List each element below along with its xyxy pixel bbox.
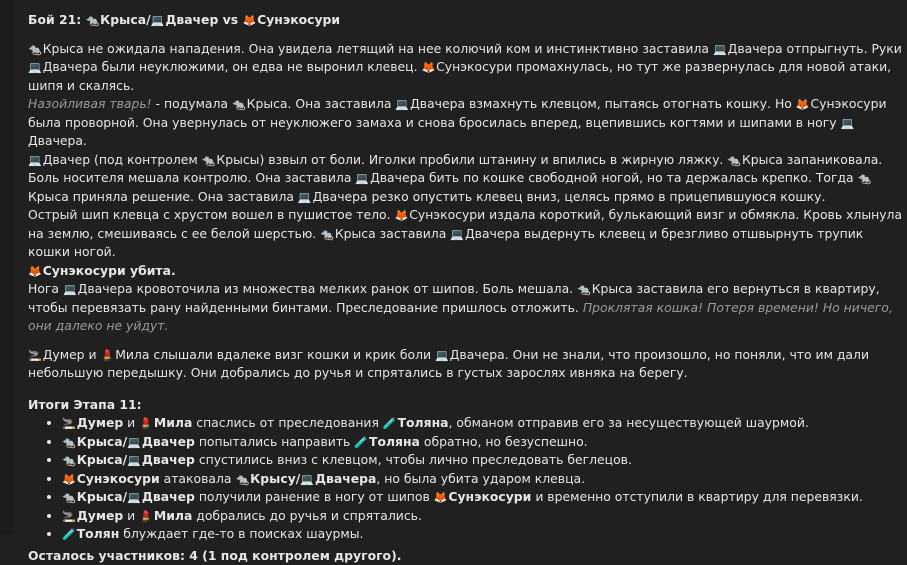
mila-icon: 💄 bbox=[139, 511, 153, 522]
laptop-icon: 💻 bbox=[298, 192, 312, 203]
rat-icon: 🐀 bbox=[727, 155, 741, 166]
tolyan-icon: 🧪 bbox=[354, 437, 368, 448]
rat-icon: 🐀 bbox=[858, 173, 872, 184]
laptop-icon: 💻 bbox=[127, 492, 141, 503]
cat-icon: 🦊 bbox=[242, 15, 256, 26]
rat-icon: 🐀 bbox=[85, 15, 99, 26]
list-item: • 🐀Крыса/💻Двачер попытались направить 🧪Толяна обратно, но безуспешно. bbox=[62, 433, 907, 452]
paragraph-5-death: 🦊Сунэкосури убита. bbox=[28, 262, 907, 281]
list-item: • 🐀Крыса/💻Двачер спустились вниз с клевцом, чтобы лично преследовать беглецов. bbox=[62, 451, 907, 470]
doomer-icon: 🚬 bbox=[62, 511, 76, 522]
rat-icon: 🐀 bbox=[62, 492, 76, 503]
laptop-icon: 💻 bbox=[395, 99, 409, 110]
list-item: • 🚬Думер и 💄Мила добрались до ручья и спрятались. bbox=[62, 507, 907, 526]
cat-icon: 🦊 bbox=[796, 99, 810, 110]
list-item: • 🧪Толян блуждает где-то в поисках шаурмы. bbox=[62, 525, 907, 544]
rat-icon: 🐀 bbox=[232, 99, 246, 110]
list-item: • 🐀Крыса/💻Двачер получили ранение в ногу от шипов 🦊Сунэкосури и временно отступили в квартиру для перевязки. bbox=[62, 488, 907, 507]
battle-title: Бой 21: 🐀Крыса/💻Двачер vs 🦊Сунэкосури bbox=[28, 11, 907, 30]
rat-icon: 🐀 bbox=[28, 44, 42, 55]
list-item: • 🦊Сунэкосури атаковала 🐀Крысу/💻Двачера, но была убита ударом клевца. bbox=[62, 470, 907, 489]
list-item: • 🚬Думер и 💄Мила спаслись от преследования 🧪Толяна, обманом отправив его за несуществующей шаурмой. bbox=[62, 414, 907, 433]
laptop-icon: 💻 bbox=[28, 155, 42, 166]
participants-remaining: Осталось участников: 4 (1 под контролем другого). bbox=[28, 547, 907, 565]
cat-icon: 🦊 bbox=[421, 62, 435, 73]
cat-icon: 🦊 bbox=[434, 492, 448, 503]
laptop-icon: 💻 bbox=[300, 474, 314, 485]
tolyan-icon: 🧪 bbox=[383, 418, 397, 429]
paragraph-3: 💻Двачер (под контролем 🐀Крысы) взвыл от боли. Иголки пробили штанину и впились в жирную ляжку. 🐀Крыса запаниковала. Боль носителя мешала контролю. Она заставила 💻Двачера бить по кошке свободной ногой, но та держалась крепко. Тогда 🐀Крыса приняла решение. Она заставила 💻Двачера резко опустить клевец вниз, целясь прямо в прицепившуюся кошку. bbox=[28, 151, 907, 207]
mila-icon: 💄 bbox=[100, 350, 114, 361]
rat-icon: 🐀 bbox=[62, 455, 76, 466]
laptop-icon: 💻 bbox=[127, 437, 141, 448]
doomer-icon: 🚬 bbox=[28, 350, 42, 361]
rat-icon: 🐀 bbox=[202, 155, 216, 166]
paragraph-7: 🚬Думер и 💄Мила слышали вдалеке визг кошки и крик боли 💻Двачера. Они не знали, что произошло, но поняли, что им дали небольшую передышку. Они добрались до ручья и спрятались в густых зарослях ивняка на берегу. bbox=[28, 346, 907, 383]
paragraph-4: Острый шип клевца с хрустом вошел в пушистое тело. 🦊Сунэкосури издала короткий, булькающий визг и обмякла. Кровь хлынула на землю, смешиваясь с ее белой шерстью. 🐀Крыса заставила 💻Двачера выдернуть клевец и брезгливо отшвырнуть трупик кошки ногой. bbox=[28, 206, 907, 262]
tolyan-icon: 🧪 bbox=[62, 529, 76, 540]
laptop-icon: 💻 bbox=[450, 229, 464, 240]
summary-list bbox=[28, 414, 907, 544]
laptop-icon: 💻 bbox=[435, 350, 449, 361]
cat-icon: 🦊 bbox=[395, 210, 409, 221]
laptop-icon: 💻 bbox=[151, 15, 165, 26]
cat-icon: 🦊 bbox=[28, 266, 42, 277]
summary-heading: Итоги Этапа 11: bbox=[28, 396, 907, 415]
paragraph-6: Нога 💻Двачера кровоточила из множества мелких ранок от шипов. Боль мешала. 🐀Крыса заставила его вернуться в квартиру, чтобы перевязать рану найденными бинтами. Преследование пришлось отложить. Проклятая кошка! Потеря времени! Но ничего, они далеко не уйдут. bbox=[28, 280, 907, 336]
laptop-icon: 💻 bbox=[355, 173, 369, 184]
cat-icon: 🦊 bbox=[62, 474, 76, 485]
rat-icon: 🐀 bbox=[320, 229, 334, 240]
paragraph-1: 🐀Крыса не ожидала нападения. Она увидела летящий на нее колючий ком и инстинктивно заставила 💻Двачера отпрыгнуть. Руки 💻Двачера были неуклюжими, он едва не выронил клевец. 🦊Сунэкосури промахнулась, но тут же развернулась для новой атаки, шипя и скалясь. bbox=[28, 40, 907, 96]
laptop-icon: 💻 bbox=[127, 455, 141, 466]
paragraph-2: Назойливая тварь! - подумала 🐀Крыса. Она заставила 💻Двачера взмахнуть клевцом, пытаясь отогнать кошку. Но 🦊Сунэкосури была проворной. Она увернулась от неуклюжего замаха и снова бросилась вперед, вцепившись когтями и шипами в ногу 💻Двачера. bbox=[28, 95, 907, 151]
laptop-icon: 💻 bbox=[713, 44, 727, 55]
rat-icon: 🐀 bbox=[577, 284, 591, 295]
rat-icon: 🐀 bbox=[62, 437, 76, 448]
left-gutter bbox=[0, 0, 14, 535]
laptop-icon: 💻 bbox=[63, 284, 77, 295]
laptop-icon: 💻 bbox=[840, 118, 854, 129]
laptop-icon: 💻 bbox=[28, 62, 42, 73]
rat-icon: 🐀 bbox=[235, 474, 249, 485]
doomer-icon: 🚬 bbox=[62, 418, 76, 429]
mila-icon: 💄 bbox=[139, 418, 153, 429]
